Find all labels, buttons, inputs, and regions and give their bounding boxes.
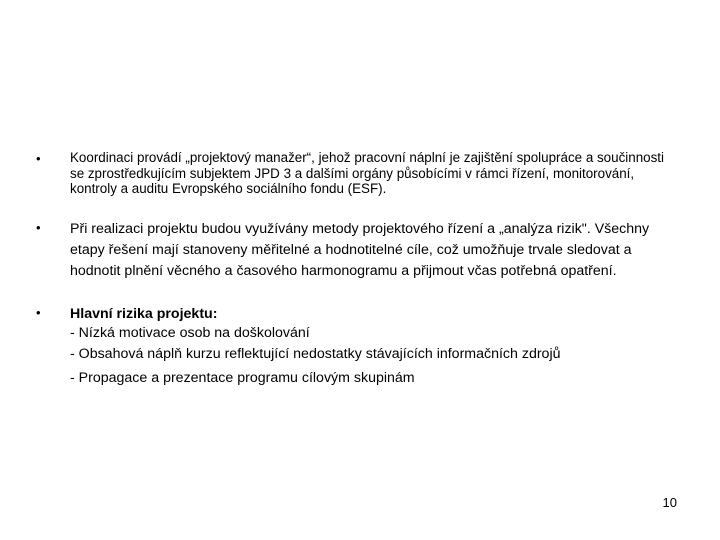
risk-line: - Obsahová náplň kurzu reflektující nedostatky stávajících informačních zdrojů <box>70 345 561 362</box>
main-risks-heading: Hlavní rizika projektu: <box>70 305 218 322</box>
risk-analysis-text: Při realizaci projektu budou využívány metody projektového řízení a „analýza rizik". Všechny etapy řešení mají stanoveny měřitelné a hodnotitelné cíle, což umožňuje trvale sledovat a hodnotit plnění věcného a časového harmonogramu a přijmout včas potřebná opatření. <box>70 220 650 279</box>
risk-line: - Propagace a prezentace programu cílovým skupinám <box>70 369 415 386</box>
bullet-point-icon: • <box>36 151 41 166</box>
bullet-point-icon: • <box>36 304 41 320</box>
bullet-item-risk-analysis <box>30 219 680 282</box>
page-number: 10 <box>662 495 677 510</box>
risk-line: - Nízká motivace osob na doškolování <box>70 324 310 341</box>
bullet-item-main-risks <box>30 304 680 390</box>
bullet-point-icon: • <box>36 219 41 235</box>
bullet-item-coordination <box>30 150 680 197</box>
bullet-list <box>30 150 680 390</box>
coordination-text: Koordinaci provádí „projektový manažer“, jehož pracovní náplní je zajištění spolupráce a součinnosti se zprostředkujícím subjektem JPD 3 a dalšími orgány působícími v rámci řízení, monitorování, kontroly a auditu Evropského sociálního fondu (ESF). <box>70 150 664 196</box>
